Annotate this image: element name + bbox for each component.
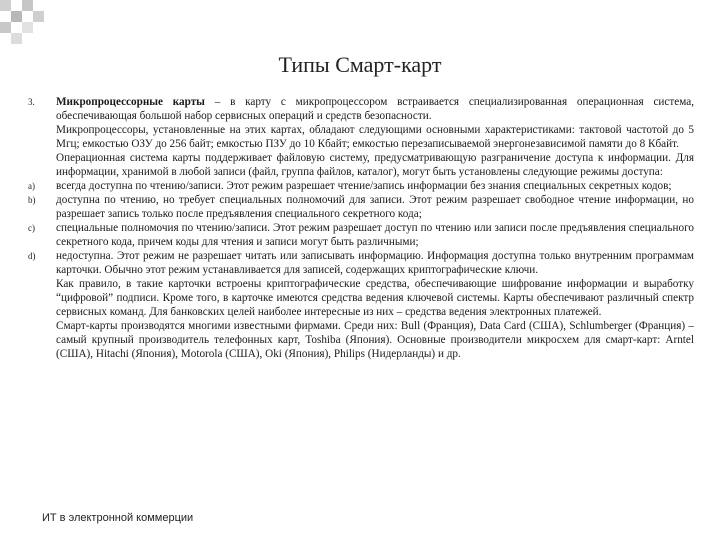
paragraph-crypto [28, 277, 694, 319]
list-marker: c) [28, 223, 35, 233]
slide-title: Типы Смарт-карт [278, 52, 442, 77]
paragraph-characteristics [28, 123, 694, 151]
paragraph-text: недоступна. Этот режим не разрешает читать или записывать информацию. Информация доступна только внутренним программам карточки. Обычно этот режим устанавливается для записей, содержащих криптографические ключи. [56, 250, 694, 276]
list-item-c [28, 221, 694, 249]
paragraph-text: Операционная система карты поддерживает файловую систему, предусматривающую разграничение доступа к информации. Для информации, хранимой в любой записи (файл, группа файлов, каталог), могут быть установлены следующие режимы доступа: [56, 152, 694, 178]
paragraph-manufacturers [28, 319, 694, 361]
slide-body [28, 95, 694, 361]
decorative-squares [0, 0, 60, 45]
paragraph-text: доступна по чтению, но требует специальных полномочий для записи. Этот режим разрешает свободное чтение информации, но разрешает запись только после предъявления специального секретного кода; [56, 194, 694, 220]
list-marker: d) [28, 251, 36, 261]
paragraph-os [28, 151, 694, 179]
list-marker: 3. [28, 97, 35, 107]
list-marker: a) [28, 181, 35, 191]
paragraph-text: Микропроцессоры, установленные на этих картах, обладают следующими основными характеристиками: тактовой частотой до 5 Мгц; емкостью ОЗУ до 256 байт; емкостью ПЗУ до 10 Кбайт; емкостью перезаписываемой энергонезависимой памяти до 8 Кбайт. [56, 124, 694, 150]
slide-footer: ИТ в электронной коммерции [42, 512, 194, 524]
term-bold: Микропроцессорные карты [56, 96, 205, 108]
paragraph-text: Как правило, в такие карточки встроены криптографические средства, обеспечивающие шифрование информации и выработку “цифровой” подписи. Кроме того, в карточке имеются средства ведения ключевой системы. Карты обеспечивают различный спектр сервисных команд. Для банковских целей наиболее интересные из них – средства ведения электронных платежей. [56, 278, 694, 318]
list-item-b [28, 193, 694, 221]
paragraph-text: всегда доступна по чтению/записи. Этот режим разрешает чтение/запись информации без знания специальных секретных кодов; [56, 180, 672, 192]
list-item-a [28, 179, 694, 193]
paragraph-microprocessor-cards [28, 95, 694, 123]
paragraph-text: специальные полномочия по чтению/записи. Этот режим разрешает доступ по чтению или записи после предъявления специального секретного кода, причем коды для чтения и записи могут быть различными; [56, 222, 694, 248]
list-item-d [28, 249, 694, 277]
list-marker: b) [28, 195, 36, 205]
paragraph-text: Смарт-карты производятся многими известными фирмами. Среди них: Bull (Франция), Data Card (США), Schlumberger (Франция) – самый крупный производитель телефонных карт, Toshiba (Япония). Основные производители микросхем для смарт-карт: Arntel (США), Hitachi (Япония), Motorola (США), Oki (Япония), Philips (Нидерланды) и др. [56, 320, 694, 360]
paragraph-text: – в карту с микропроцессором встраивается специализированная операционная система, обеспечивающая большой набор сервисных операций и средств безопасности. [56, 96, 694, 122]
